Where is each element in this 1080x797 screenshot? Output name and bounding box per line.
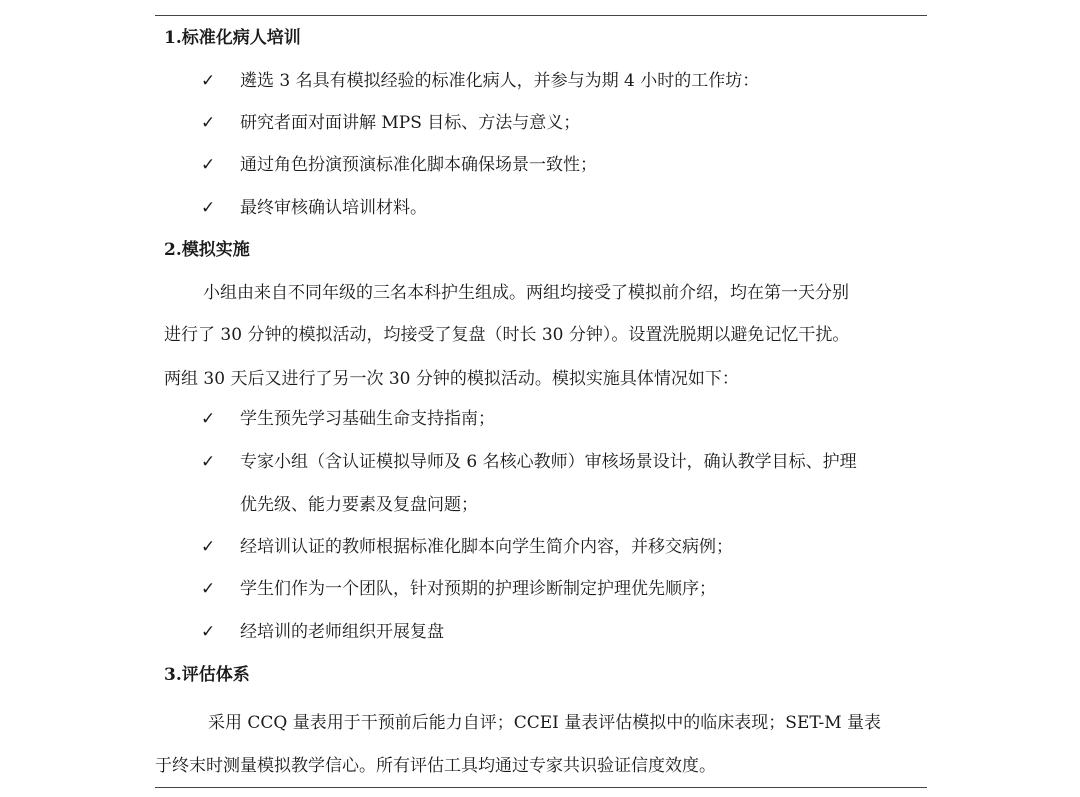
list-item-text: 遴选 3 名具有模拟经验的标准化病人，并参与为期 4 小时的工作坊：: [240, 71, 760, 91]
list-item: [0, 620, 1080, 644]
paragraph-line: 小组由来自不同年级的三名本科护生组成。两组均接受了模拟前介绍，均在第一天分别: [203, 283, 849, 303]
checkmark-icon: ✓: [201, 452, 216, 472]
section-1-heading: 1.标准化病人培训: [164, 28, 301, 48]
list-item-text: 通过角色扮演预演标准化脚本确保场景一致性；: [240, 155, 597, 175]
list-item-text: 最终审核确认培训材料。: [240, 198, 427, 218]
checkmark-icon: ✓: [201, 537, 216, 557]
checkmark-icon: ✓: [201, 622, 216, 642]
section-3-heading: 3.评估体系: [164, 665, 250, 685]
paragraph-line: 进行了 30 分钟的模拟活动，均接受了复盘（时长 30 分钟）。设置洗脱期以避免记忆干扰。: [164, 325, 850, 345]
list-item-text: 经培训的老师组织开展复盘: [240, 622, 444, 642]
list-item: [0, 577, 1080, 601]
list-item: [0, 196, 1080, 220]
section-2-heading: 2.模拟实施: [164, 240, 250, 260]
bottom-rule: [155, 787, 927, 788]
list-item-continuation: 优先级、能力要素及复盘问题；: [240, 495, 478, 515]
checkmark-icon: ✓: [201, 71, 216, 91]
list-item-text: 研究者面对面讲解 MPS 目标、方法与意义；: [240, 113, 581, 133]
list-item: [0, 111, 1080, 135]
paragraph-line: 采用 CCQ 量表用于干预前后能力自评；CCEI 量表评估模拟中的临床表现；SET-M 量表: [208, 713, 882, 733]
list-item-text: 学生预先学习基础生命支持指南；: [240, 409, 495, 429]
list-item: [0, 535, 1080, 559]
list-item: [0, 153, 1080, 177]
list-item: [0, 69, 1080, 93]
list-item: [0, 450, 1080, 474]
list-item-text: 经培训认证的教师根据标准化脚本向学生简介内容，并移交病例；: [240, 537, 733, 557]
checkmark-icon: ✓: [201, 198, 216, 218]
checkmark-icon: ✓: [201, 579, 216, 599]
checkmark-icon: ✓: [201, 155, 216, 175]
top-rule: [155, 15, 927, 16]
list-item: [0, 407, 1080, 431]
checkmark-icon: ✓: [201, 113, 216, 133]
paragraph-line: 于终末时测量模拟教学信心。所有评估工具均通过专家共识验证信度效度。: [155, 756, 716, 776]
list-item-text: 学生们作为一个团队，针对预期的护理诊断制定护理优先顺序；: [240, 579, 716, 599]
list-item-text: 专家小组（含认证模拟导师及 6 名核心教师）审核场景设计，确认教学目标、护理: [240, 452, 857, 472]
checkmark-icon: ✓: [201, 409, 216, 429]
paragraph-line: 两组 30 天后又进行了另一次 30 分钟的模拟活动。模拟实施具体情况如下：: [164, 369, 739, 389]
